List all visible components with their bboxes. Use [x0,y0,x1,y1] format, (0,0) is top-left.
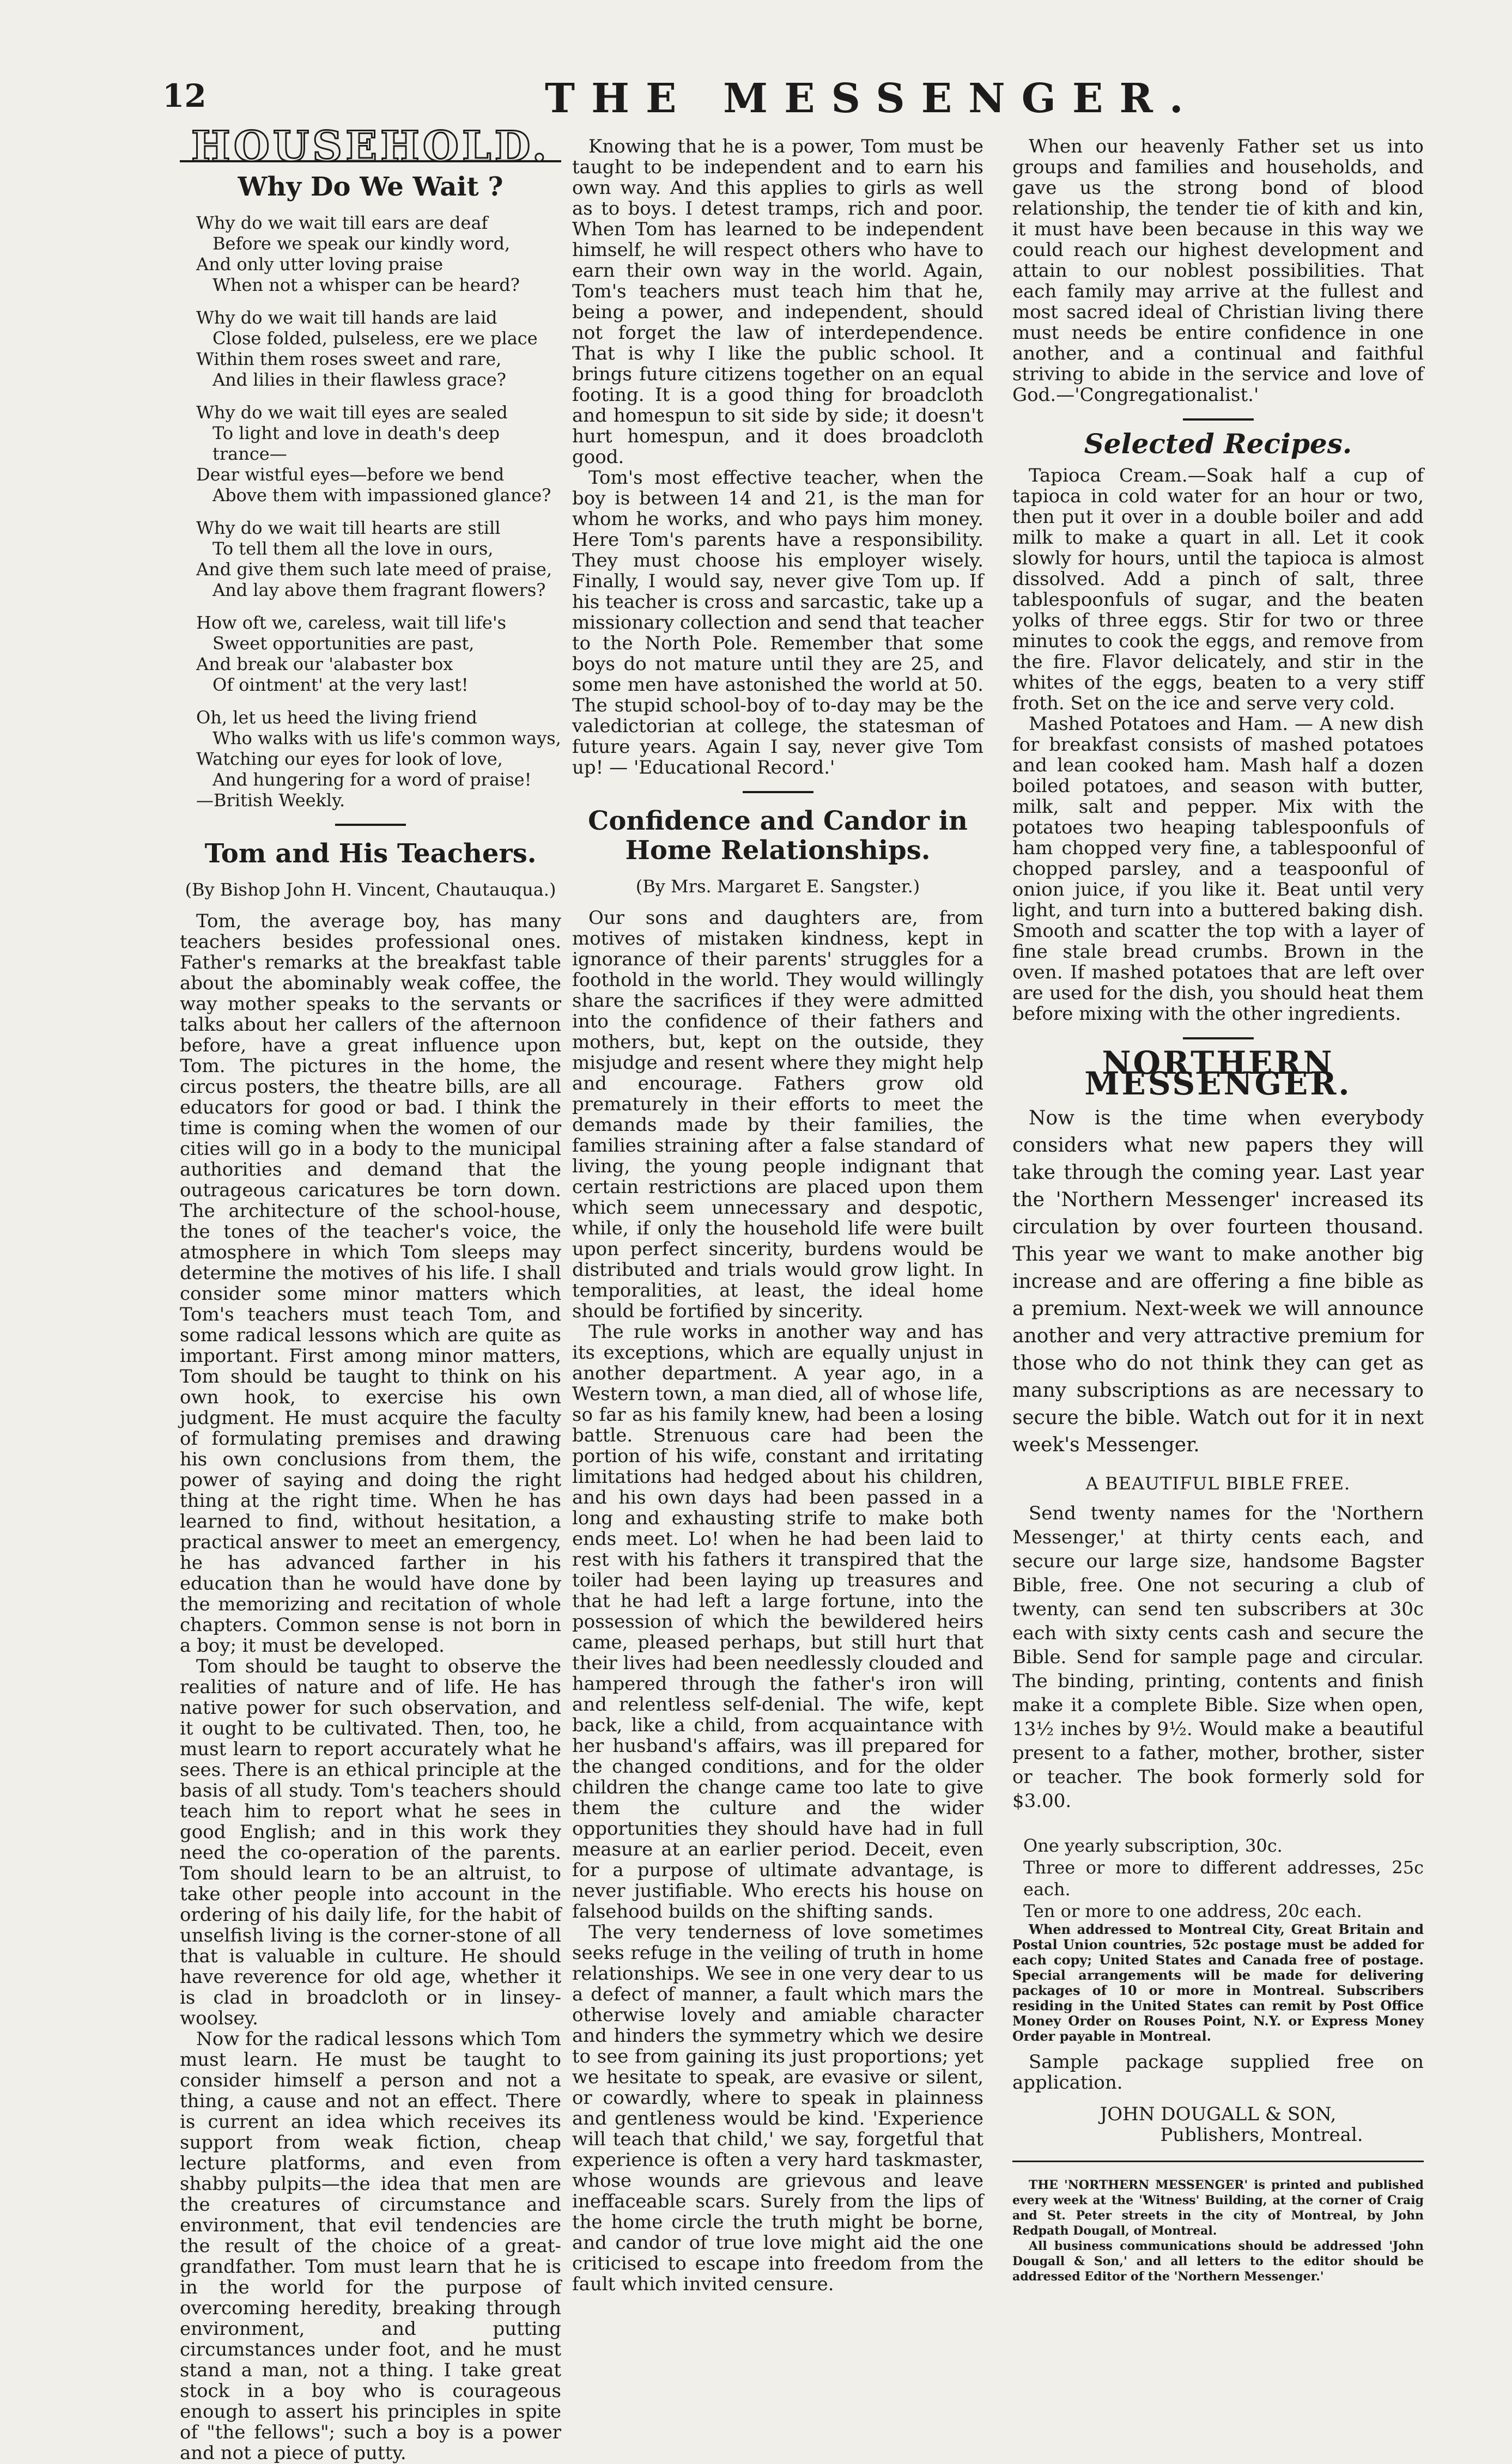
poem-line: Why do we wait till hands are laid [196,307,497,328]
poem-line: Of ointment' at the very last! [212,674,469,695]
article-paragraph: When our heavenly Father set us into groups and families and households, and gave us the strong bond of blood relationship, the tender tie of kith and kin, it must have been because in this way we could reach our highest development and attain to our noblest possibilities. That each family may arrive at the fullest and most sacred ideal of Christian living there must needs be entire confidence in one another, and a continual and faithful striving to abide in the service and love of God.—'Congregationalist.' [1012,136,1424,406]
article-paragraph: Knowing that he is a power, Tom must be taught to be independent and to earn his own way. And this applies to girls as well as to boys. I detest tramps, rich and poor. When Tom has learned to be independent himself, he will respect others who have to earn their own way in the world. Again, Tom's teachers must teach him that he, being a power, and independent, should not forget the law of interdependence. That is why I like the public school. It brings future citizens together on an equal footing. It is a good thing for broadcloth and homespun to sit side by side; it doesn't hurt homespun, and it does broadcloth good. [572,136,983,468]
article-title: Tom and His Teachers. [204,838,537,869]
poem-line: And break our 'alabaster box [196,654,453,674]
poem-line: And only utter loving praise [196,254,443,275]
poem-stanza [196,518,561,600]
recipe-paragraph: Mashed Potatoes and Ham. — A new dish for breakfast consists of mashed potatoes and lean cooked ham. Mash half a dozen boiled potatoes, and season with butter, milk, salt and pepper. Mix with the potatoes two heaping tablespoonfuls of ham chopped very fine, a tablespoonful of chopped parsley, and a teaspoonful of onion juice, if you like it. Beat until very light, and turn into a buttered baking dish. Smooth and scatter the top with a layer of fine stale bread crumbs. Brown in the oven. If mashed potatoes that are left over are used for the dish, you should heat them before mixing with the other ingredients. [1012,713,1424,1025]
sample-note: Sample package supplied free on application. [1012,2051,1424,2094]
section-divider [743,791,813,793]
article-paragraph: Tom should be taught to observe the realities of nature and of life. He has native power for such observation, and it ought to be cultivated. Then, too, he must learn to report accurately what he sees. There is an ethical principle at the basis of all study. Tom's teachers should teach him to report what he sees in good English; and in this work they need the co-operation of the parents. Tom should learn to be an altruist, to take other people into account in the ordering of his daily life, for the habit of unselfish living is the corner-stone of all that is valuable in culture. He should have reverence for old age, whether it is clad in broadcloth or in linsey-woolsey. [180,1656,561,2029]
publisher-title: Publishers, Montreal. [1160,2124,1363,2146]
poem-line: Why do we wait till ears are deaf [196,212,488,233]
poem-line: To tell them all the love in ours, [212,538,494,559]
rate-line: One yearly subscription, 30c. [1023,1835,1283,1856]
section-divider [1183,418,1254,421]
poem-line: And lay above them fragrant flowers? [212,580,546,600]
poem-line: And give them such late meed of praise, [196,559,552,580]
article-byline: (By Mrs. Margaret E. Sangster.) [635,876,920,897]
promo-paragraph: Now is the time when everybody considers what new papers they will take through the coming year. Last year the 'Northern Messenger' increased its circulation by over fourteen thousand. This year we want to make another big increase and are offering a fine bible as a premium. Next-week we will announce another and very attractive premium for those who do not think they can get as many subscriptions as are necessary to secure the bible. Watch out for it in next week's Messenger. [1012,1107,1424,1456]
poem-stanza [196,212,561,295]
poem-line: Dear wistful eyes—before we bend [196,464,505,485]
recipes-title: Selected Recipes. [1084,428,1352,460]
northern-messenger-title: NORTHERN MESSENGER. [1084,1044,1352,1102]
article-byline: (By Bishop John H. Vincent, Chautauqua.) [185,879,556,900]
offer-title: A BEAUTIFUL BIBLE FREE. [1085,1473,1351,1494]
rate-line: Ten or more to one address, 20c each. [1023,1901,1362,1921]
column-1 [180,122,561,2464]
section-divider [335,824,406,826]
article-title: Confidence and Candor in Home Relationships. [588,806,968,866]
poem-line: Why do we wait till hearts are still [196,518,501,538]
poem-line: Before we speak our kindly word, [212,233,511,254]
horizontal-rule [1012,2161,1424,2162]
recipe-paragraph: Tapioca Cream.—Soak half a cup of tapioca in cold water for an hour or two, then put it over in a double boiler and add milk to make a quart in all. Let it cook slowly for hours, until the tapioca is almost dissolved. Add a pinch of salt, three tablespoonfuls of sugar, and the beaten yolks of three eggs. Stir for two or three minutes to cook the eggs, and remove from the fire. Flavor delicately, and stir in the whites of the eggs, beaten to a very stiff froth. Set on the ice and serve very cold. [1012,465,1424,714]
imprint-addresses: All business communications should be addressed 'John Dougall & Son,' and all letters to the editor should be addressed Editor of the 'Northern Messenger.' [1012,2239,1424,2284]
rate-line: Three or more to different addresses, 25c each. [1023,1857,1424,1900]
poem-line: To light and love in death's deep trance— [212,423,500,464]
poem-line: Who walks with us life's common ways, [212,728,561,749]
poem-line: And hungering for a word of praise! [212,769,532,790]
page-number: 12 [162,77,207,114]
poem-line: Sweet opportunities are past, [212,633,475,654]
postage-note: When addressed to Montreal City, Great Britain and Postal Union countries, 52c postage must be added for each copy; United States and Canada free of postage. Special arrangements will be made for delivering packages of 10 or more in Montreal. Subscribers residing in the United States can remit by Post Office Money Order on Rouses Point, N.Y. or Express Money Order payable in Montreal. [1012,1921,1424,2044]
poem-stanza [196,612,561,695]
article-paragraph: Now for the radical lessons which Tom must learn. He must be taught to consider himself a person and not a thing, a cause and not an effect. There is current an idea which receives its support from weak fiction, cheap lecture platforms, and even from shabby pulpits—the idea that men are the creatures of circumstance and environment, that evil tendencies are the result of the choice of a great-grandfather. Tom must learn that he is in the world for the purpose of overcoming heredity, breaking through environment, and putting circumstances under foot, and he must stand a man, not a thing. I take great stock in a boy who is courageous enough to assert his principles in spite of "the fellows"; such a boy is a power and not a piece of putty. [180,2028,561,2464]
publisher-name: JOHN DOUGALL & SON, [1100,2103,1337,2125]
masthead: THE MESSENGER. [545,75,1200,122]
poem-line: Close folded, pulseless, ere we place [212,328,538,349]
poem-title: Why Do We Wait ? [238,172,503,202]
section-divider [1183,1037,1254,1039]
poem-line: Why do we wait till eyes are sealed [196,402,508,423]
poem [196,212,561,811]
poem-source: —British Weekly. [196,790,345,811]
publisher-signature [1012,2104,1424,2145]
article-paragraph: The rule works in another way and has its exceptions, which are equally unjust in another department. A year ago, in a Western town, a man died, all of whose life, so far as his family knew, had been a losing battle. Strenuous care had been the portion of his wife, constant and irritating limitations had hedged about his children, and his own days had been passed in a long and exhausting strife to make both ends meet. Lo! when he had been laid to rest with his fathers it transpired that the toiler had been laying up treasures and that he had left a large fortune, into the possession of which the bewildered heirs came, pleased perhaps, but still hurt that their lives had been needlessly clouded and hampered through the father's iron will and relentless self-denial. The wife, kept back, like a child, from acquaintance with her husband's affairs, was ill prepared for the changed conditions, and for the older children the change came too late to give them the culture and the wider opportunities they should have had in full measure at an earlier period. Deceit, even for a purpose of ultimate advantage, is never justifiable. Who erects his house on falsehood builds on the shifting sands. [572,1321,983,1922]
poem-stanza [196,307,561,390]
poem-line: Oh, let us heed the living friend [196,707,477,728]
offer-paragraph: Send twenty names for the 'Northern Messenger,' at thirty cents each, and secure our large size, handsome Bagster Bible, free. One not securing a club of twenty, can send ten subscribers at 30c each with sixty cents cash and secure the Bible. Send for sample page and circular. The binding, printing, contents and finish make it a complete Bible. Size when open, 13½ inches by 9½. Would make a beautiful present to a father, mother, brother, sister or teacher. The book formerly sold for $3.00. [1012,1502,1424,1812]
poem-line: Within them roses sweet and rare, [196,349,502,369]
poem-line: Watching our eyes for look of love, [196,749,503,769]
article-paragraph: Tom, the average boy, has many teachers besides professional ones. Father's remarks at the breakfast table about the abominably weak coffee, the way mother speaks to the servants or talks about her callers of the afternoon before, have a great influence upon Tom. The pictures in the home, the circus posters, the theatre bills, are all educators for good or bad. I think the time is coming when the women of our cities will go in a body to the municipal authorities and demand that the outrageous caricatures be torn down. The architecture of the school-house, the tones of the teacher's voice, the atmosphere in which Tom sleeps may determine the motives of his life. I shall consider some minor matters which Tom's teachers must teach Tom, and some radical lessons which are quite as important. First among minor matters, Tom should be taught to think on his own hook, to exercise his own judgment. He must acquire the faculty of formulating premises and drawing his own conclusions from them, the power of saying and doing the right thing at the right time. When he has learned to find, without hesitation, a practical answer to meet an emergency, he has advanced farther in his education than he would have done by the memorizing and recitation of whole chapters. Common sense is not born in a boy; it must be developed. [180,910,561,1657]
poem-stanza [196,707,561,811]
article-paragraph: The very tenderness of love sometimes seeks refuge in the veiling of truth in home relationships. We see in one very dear to us a defect of manner, a fault which mars the otherwise lovely and amiable character and hinders the symmetry which we desire to see from gaining its just proportions; yet we hesitate to speak, are evasive or silent, or cowardly, where to speak in plainness and gentleness would be kind. 'Experience will teach that child,' we say, forgetful that experience is often a very hard taskmaster, whose wounds are grievous and leave ineffaceable scars. Surely from the lips of the home circle the truth might be borne, and candor of true love might aid the one criticised to escape into freedom from the fault which invited censure. [572,1921,983,2295]
poem-line: When not a whisper can be heard? [212,275,520,295]
column-2 [572,136,983,2295]
poem-line: Above them with impassioned glance? [212,485,551,506]
article-paragraph: Tom's most effective teacher, when the boy is between 14 and 21, is the man for whom he works, and who pays him money. Here Tom's parents have a responsibility. They must choose his employer wisely. Finally, I would say, never give Tom up. If his teacher is cross and sarcastic, take up a missionary collection and send that teacher to the North Pole. Remember that some boys do not mature until they are 25, and some men have astonished the world at 50. The stupid school-boy of to-day may be the valedictorian at college, the statesman of future years. Again I say, never give Tom up! — 'Educational Record.' [572,467,983,778]
poem-line: How oft we, careless, wait till life's [196,612,507,633]
imprint: THE 'NORTHERN MESSENGER' is printed and published every week at the 'Witness' Building, at the corner of Craig and St. Peter streets in the city of Montreal, by John Redpath Dougall, of Montreal. [1012,2178,1424,2238]
poem-line: And lilies in their flawless grace? [212,369,506,390]
subscription-rates [1012,1835,1424,1922]
poem-stanza [196,402,561,506]
department-heading: HOUSEHOLD. [180,136,561,162]
article-paragraph: Our sons and daughters are, from motives of mistaken kindness, kept in ignorance of their parents' struggles for a foothold in the world. They would willingly share the sacrifices if they were admitted into the confidence of their fathers and mothers, but, kept on the outside, they misjudge and resent where they might help and encourage. Fathers grow old prematurely in their efforts to meet the demands made by their families, the families straining after a false standard of living, the young people indignant that certain restrictions are placed upon them which seem unnecessary and despotic, while, if only the household life were built upon perfect sincerity, burdens would be distributed and trials would grow light. In temporalities, at least, the ideal home should be fortified by sincerity. [572,907,983,1322]
column-3 [1012,136,1424,2284]
